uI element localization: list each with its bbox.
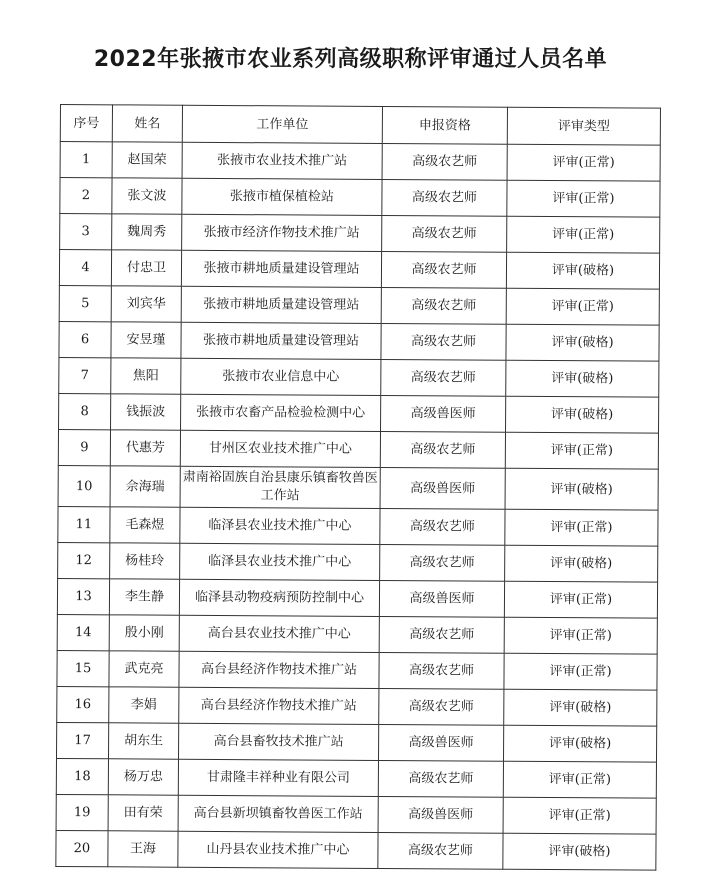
- table-row: [57, 578, 657, 618]
- cell-unit: 张掖市农畜产品检验检测中心: [181, 394, 381, 431]
- cell-no: 7: [59, 357, 111, 393]
- table-row: [59, 357, 659, 397]
- cell-unit: 张掖市经济作物技术推广站: [182, 214, 382, 251]
- table-row: [60, 178, 660, 218]
- cell-name: 焦阳: [111, 358, 181, 394]
- cell-no: 19: [56, 794, 108, 830]
- cell-name: 张文波: [112, 178, 182, 214]
- cell-unit: 临泽县农业技术推广中心: [180, 507, 380, 544]
- cell-unit: 临泽县农业技术推广中心: [180, 543, 380, 580]
- cell-review-type: 评审(正常): [507, 180, 660, 217]
- cell-name: 王海: [108, 831, 178, 867]
- cell-qualification: 高级农艺师: [380, 544, 505, 581]
- cell-review-type: 评审(正常): [505, 432, 658, 469]
- cell-unit: 张掖市耕地质量建设管理站: [181, 286, 381, 323]
- table-row: [59, 285, 659, 325]
- table-row: [56, 758, 656, 798]
- table-row: [57, 650, 657, 690]
- cell-name: 安昱瑾: [111, 322, 181, 358]
- cell-name: 付忠卫: [111, 250, 181, 286]
- cell-review-type: 评审(正常): [507, 216, 660, 253]
- cell-unit: 张掖市农业信息中心: [181, 358, 381, 395]
- cell-unit: 张掖市农业技术推广站: [182, 142, 382, 179]
- cell-unit: 临泽县动物疫病预防控制中心: [179, 579, 379, 616]
- cell-review-type: 评审(正常): [507, 144, 660, 181]
- cell-qualification: 高级农艺师: [380, 431, 505, 468]
- table-row: [57, 614, 657, 654]
- cell-review-type: 评审(破格): [504, 689, 657, 726]
- cell-no: 17: [57, 722, 109, 758]
- table-row: [57, 722, 657, 762]
- cell-unit: 张掖市植保植检站: [182, 178, 382, 215]
- cell-no: 8: [59, 393, 111, 429]
- cell-name: 代惠芳: [110, 430, 180, 466]
- cell-name: 赵国荣: [112, 142, 182, 178]
- table-row: [56, 830, 656, 870]
- cell-qualification: 高级农艺师: [380, 508, 505, 545]
- cell-name: 钱振波: [111, 394, 181, 430]
- cell-name: 李生静: [109, 579, 179, 615]
- cell-qualification: 高级兽医师: [378, 796, 503, 833]
- cell-unit: 张掖市耕地质量建设管理站: [181, 250, 381, 287]
- table-row: [58, 506, 658, 546]
- header-no: 序号: [60, 105, 112, 142]
- cell-no: 2: [60, 178, 112, 214]
- cell-name: 杨万忠: [108, 759, 178, 795]
- cell-name: 胡东生: [109, 723, 179, 759]
- cell-unit: 甘肃隆丰祥种业有限公司: [178, 759, 378, 796]
- table-row: [58, 465, 658, 510]
- table-row: [60, 142, 660, 182]
- cell-review-type: 评审(正常): [505, 509, 658, 546]
- cell-review-type: 评审(破格): [506, 396, 659, 433]
- cell-qualification: 高级农艺师: [382, 143, 507, 180]
- cell-no: 18: [56, 758, 108, 794]
- cell-no: 12: [58, 542, 110, 578]
- table-row: [60, 214, 660, 254]
- cell-review-type: 评审(正常): [504, 617, 657, 654]
- cell-qualification: 高级兽医师: [378, 724, 503, 761]
- cell-no: 20: [56, 830, 108, 866]
- cell-no: 1: [60, 142, 112, 178]
- cell-qualification: 高级兽医师: [380, 467, 505, 509]
- cell-no: 11: [58, 506, 110, 542]
- cell-unit: 高台县经济作物技术推广站: [179, 651, 379, 688]
- table-header-row: [60, 105, 660, 146]
- cell-no: 13: [57, 578, 109, 614]
- cell-review-type: 评审(破格): [503, 833, 656, 870]
- cell-qualification: 高级农艺师: [381, 287, 506, 324]
- cell-name: 毛森煜: [110, 507, 180, 543]
- cell-name: 武克亮: [109, 651, 179, 687]
- cell-unit: 山丹县农业技术推广中心: [178, 831, 378, 868]
- cell-review-type: 评审(破格): [503, 725, 656, 762]
- cell-qualification: 高级农艺师: [378, 832, 503, 869]
- cell-name: 佘海瑞: [110, 466, 180, 507]
- table-row: [56, 794, 656, 834]
- cell-unit: 高台县农业技术推广中心: [179, 615, 379, 652]
- cell-qualification: 高级农艺师: [379, 688, 504, 725]
- cell-review-type: 评审(正常): [503, 797, 656, 834]
- cell-no: 6: [59, 321, 111, 357]
- header-unit: 工作单位: [182, 105, 382, 143]
- cell-name: 杨桂玲: [110, 543, 180, 579]
- cell-qualification: 高级农艺师: [378, 760, 503, 797]
- cell-review-type: 评审(破格): [506, 252, 659, 289]
- cell-name: 田有荣: [108, 795, 178, 831]
- cell-qualification: 高级农艺师: [379, 652, 504, 689]
- cell-unit: 高台县新坝镇畜牧兽医工作站: [178, 795, 378, 832]
- header-review-type: 评审类型: [507, 107, 660, 145]
- cell-no: 14: [57, 614, 109, 650]
- cell-no: 4: [59, 250, 111, 286]
- cell-qualification: 高级农艺师: [381, 359, 506, 396]
- cell-no: 16: [57, 686, 109, 722]
- cell-no: 15: [57, 650, 109, 686]
- table-row: [59, 393, 659, 433]
- cell-review-type: 评审(正常): [503, 761, 656, 798]
- cell-review-type: 评审(正常): [506, 288, 659, 325]
- cell-qualification: 高级兽医师: [379, 580, 504, 617]
- cell-review-type: 评审(破格): [506, 324, 659, 361]
- cell-unit: 肃南裕固族自治县康乐镇畜牧兽医工作站: [180, 466, 380, 508]
- table-row: [57, 686, 657, 726]
- cell-qualification: 高级农艺师: [379, 616, 504, 653]
- cell-unit: 张掖市耕地质量建设管理站: [181, 322, 381, 359]
- cell-qualification: 高级农艺师: [381, 251, 506, 288]
- cell-no: 9: [58, 429, 110, 465]
- cell-name: 殷小刚: [109, 615, 179, 651]
- personnel-table: [55, 104, 661, 871]
- header-qualification: 申报资格: [382, 106, 507, 144]
- cell-name: 刘宾华: [111, 286, 181, 322]
- cell-name: 魏周秀: [112, 214, 182, 250]
- cell-review-type: 评审(正常): [504, 653, 657, 690]
- cell-no: 10: [58, 465, 110, 506]
- cell-no: 5: [59, 285, 111, 321]
- cell-qualification: 高级农艺师: [382, 215, 507, 252]
- cell-qualification: 高级农艺师: [382, 179, 507, 216]
- page-title: 2022年张掖市农业系列高级职称评审通过人员名单: [93, 47, 608, 72]
- cell-qualification: 高级兽医师: [381, 395, 506, 432]
- cell-unit: 甘州区农业技术推广中心: [180, 430, 380, 467]
- table-row: [59, 250, 659, 290]
- table-row: [58, 542, 658, 582]
- cell-review-type: 评审(破格): [506, 360, 659, 397]
- cell-review-type: 评审(破格): [505, 545, 658, 582]
- cell-review-type: 评审(破格): [505, 468, 658, 510]
- header-name: 姓名: [112, 105, 182, 142]
- cell-unit: 高台县经济作物技术推广站: [179, 687, 379, 724]
- cell-review-type: 评审(正常): [504, 581, 657, 618]
- cell-qualification: 高级农艺师: [381, 323, 506, 360]
- table-row: [58, 429, 658, 469]
- cell-unit: 高台县畜牧技术推广站: [178, 723, 378, 760]
- cell-name: 李娟: [109, 687, 179, 723]
- table-row: [59, 321, 659, 361]
- cell-no: 3: [60, 214, 112, 250]
